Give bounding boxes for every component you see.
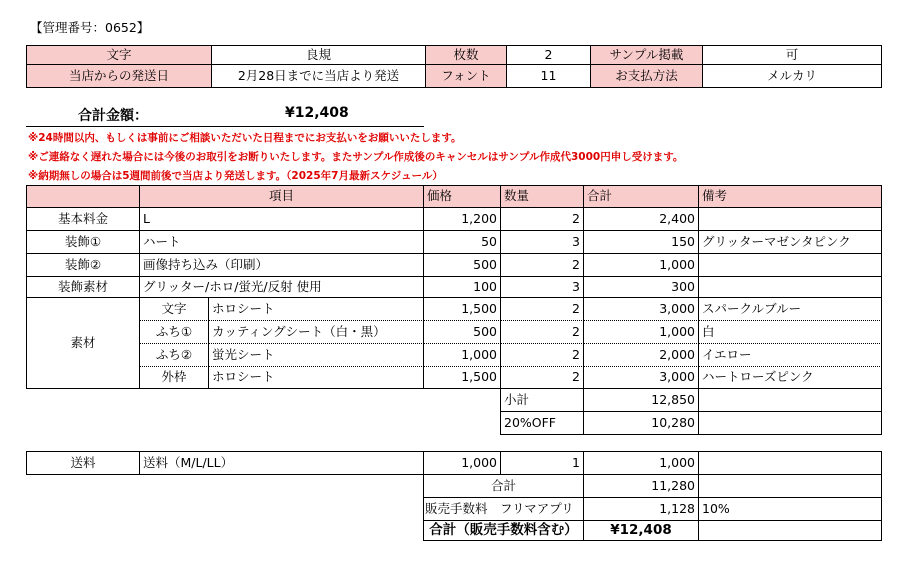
subtotal-label: 小計 — [500, 388, 584, 412]
info-label: 枚数 — [425, 45, 507, 65]
row-note — [698, 276, 882, 298]
material-price: 1,500 — [423, 297, 501, 321]
info-label: お支払方法 — [590, 64, 703, 88]
info-value: 良規 — [211, 45, 426, 65]
row-note — [698, 207, 882, 231]
material-item: ホロシート — [208, 366, 424, 389]
summary-total-label: 合計 — [423, 474, 584, 498]
shipping-item: 送料（M/L/LL） — [139, 451, 424, 475]
material-label: 素材 — [26, 297, 140, 389]
shipping-qty: 1 — [500, 451, 584, 475]
info-value: メルカリ — [702, 64, 882, 88]
row-item: グリッター/ホロ/蛍光/反射 使用 — [139, 276, 424, 298]
info-label: 文字 — [26, 45, 212, 65]
total-amount-label: 合計金額： — [78, 108, 148, 124]
fee-rate: 10% — [698, 497, 882, 521]
subtotal-note — [698, 388, 882, 412]
info-value: 2月28日までに当店より発送 — [211, 64, 426, 88]
header-2: 数量 — [500, 185, 584, 208]
header-item: 項目 — [139, 185, 424, 208]
row-qty: 2 — [500, 207, 584, 231]
material-price: 1,000 — [423, 343, 501, 367]
material-total: 3,000 — [583, 366, 699, 389]
material-item: ホロシート — [208, 297, 424, 321]
row-price: 50 — [423, 230, 501, 254]
row-qty: 3 — [500, 230, 584, 254]
material-qty: 2 — [500, 297, 584, 321]
row-label: 装飾② — [26, 253, 140, 277]
material-sub: 文字 — [139, 297, 209, 321]
row-qty: 2 — [500, 253, 584, 277]
row-total: 1,000 — [583, 253, 699, 277]
row-price: 500 — [423, 253, 501, 277]
info-value: 可 — [702, 45, 882, 65]
material-price: 1,500 — [423, 366, 501, 389]
discount-note — [698, 411, 882, 435]
material-sub: ふち① — [139, 320, 209, 344]
material-sub: 外枠 — [139, 366, 209, 389]
summary-total: 11,280 — [583, 474, 699, 498]
subtotal-value: 12,850 — [583, 388, 699, 412]
material-note: スパークルブルー — [698, 297, 882, 321]
fee-value: 1,128 — [583, 497, 699, 521]
info-label: 当店からの発送日 — [26, 64, 212, 88]
info-label: サンプル掲載 — [590, 45, 703, 65]
shipping-price: 1,000 — [423, 451, 501, 475]
grand-total-note — [698, 520, 882, 541]
shipping-note — [698, 451, 882, 475]
divider — [26, 126, 424, 127]
summary-total-note — [698, 474, 882, 498]
material-qty: 2 — [500, 366, 584, 389]
info-value: 11 — [506, 64, 591, 88]
header-1: 価格 — [423, 185, 501, 208]
header-4: 備考 — [698, 185, 882, 208]
note-2: ※ご連絡なく遅れた場合には今後のお取引をお断りいたします。またサンプル作成後のキャンセルはサンプル作成代3000円申し受けます。 — [28, 151, 684, 163]
info-label: フォント — [425, 64, 507, 88]
material-price: 500 — [423, 320, 501, 344]
header-3: 合計 — [583, 185, 699, 208]
note-1: ※24時間以内、もしくは事前にご相談いただいた日程までにお支払いをお願いいたします。 — [28, 132, 462, 144]
row-total: 2,400 — [583, 207, 699, 231]
material-qty: 2 — [500, 343, 584, 367]
material-note: 白 — [698, 320, 882, 344]
note-3: ※納期無しの場合は5週間前後で当店より発送します。（2025年7月最新スケジュール） — [28, 170, 443, 182]
row-item: ハート — [139, 230, 424, 254]
material-item: カッティングシート（白・黒） — [208, 320, 424, 344]
row-label: 装飾① — [26, 230, 140, 254]
material-total: 1,000 — [583, 320, 699, 344]
total-amount-value: ¥12,408 — [285, 105, 349, 121]
management-number: 【管理番号：0652】 — [30, 20, 150, 35]
material-sub: ふち② — [139, 343, 209, 367]
row-note — [698, 253, 882, 277]
row-total: 150 — [583, 230, 699, 254]
shipping-label: 送料 — [26, 451, 140, 475]
row-item: L — [139, 207, 424, 231]
row-label: 基本料金 — [26, 207, 140, 231]
row-note: グリッターマゼンタピンク — [698, 230, 882, 254]
material-total: 3,000 — [583, 297, 699, 321]
row-price: 100 — [423, 276, 501, 298]
row-total: 300 — [583, 276, 699, 298]
material-item: 蛍光シート — [208, 343, 424, 367]
grand-total-value: ¥12,408 — [583, 520, 699, 541]
row-price: 1,200 — [423, 207, 501, 231]
info-value: 2 — [506, 45, 591, 65]
fee-label: 販売手数料 フリマアプリ — [423, 497, 584, 521]
grand-total-label: 合計（販売手数料含む） — [423, 520, 584, 541]
material-qty: 2 — [500, 320, 584, 344]
discount-value: 10,280 — [583, 411, 699, 435]
header-blank — [26, 185, 140, 208]
discount-label: 20%OFF — [500, 411, 584, 435]
material-note: イエロー — [698, 343, 882, 367]
row-qty: 3 — [500, 276, 584, 298]
shipping-total: 1,000 — [583, 451, 699, 475]
material-total: 2,000 — [583, 343, 699, 367]
material-note: ハートローズピンク — [698, 366, 882, 389]
row-item: 画像持ち込み（印刷） — [139, 253, 424, 277]
row-label: 装飾素材 — [26, 276, 140, 298]
